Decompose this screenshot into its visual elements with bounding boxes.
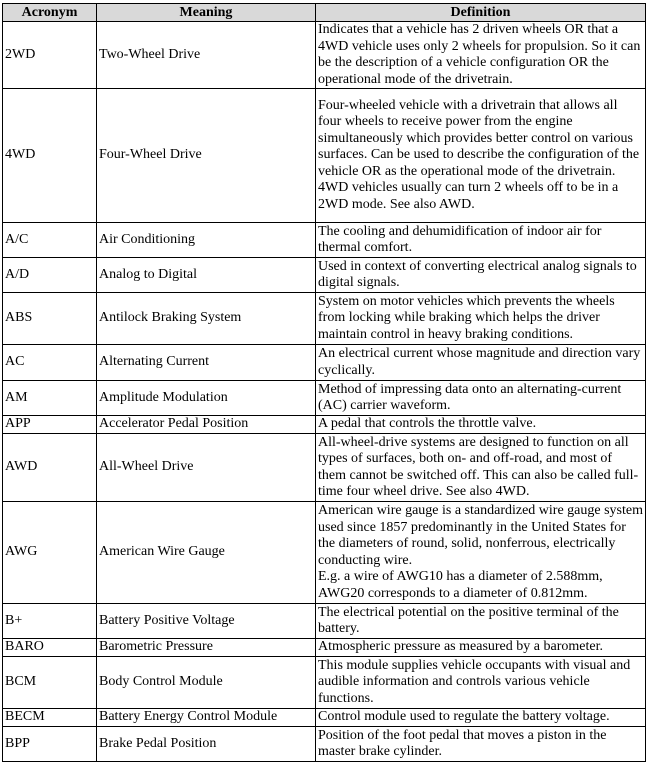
meaning-cell: Barometric Pressure: [97, 639, 316, 657]
definition-cell: An electrical current whose magnitude and direction vary cyclically.: [316, 345, 646, 381]
meaning-cell: Four-Wheel Drive: [97, 89, 316, 223]
definition-cell: Position of the foot pedal that moves a piston in the master brake cylinder.: [316, 727, 646, 762]
header-definition: Definition: [316, 4, 646, 22]
definition-cell: The electrical potential on the positive terminal of the battery.: [316, 604, 646, 639]
meaning-cell: All-Wheel Drive: [97, 434, 316, 502]
definition-cell: Four-wheeled vehicle with a drivetrain that allows all four wheels to receive power from the engine simultaneously which provides better control on various surfaces. Can be used to describe the configuration of the vehicle OR as the operational mode of the drivetrain. 4WD vehicles usually can turn 2 wheels off to be in a 2WD mode. See also AWD.: [316, 89, 646, 223]
meaning-cell: Battery Positive Voltage: [97, 604, 316, 639]
definition-cell: [316, 502, 646, 604]
definition-cell: A pedal that controls the throttle valve.: [316, 416, 646, 434]
meaning-cell: Air Conditioning: [97, 223, 316, 258]
definition-cell: All-wheel-drive systems are designed to function on all types of surfaces, both on- and off-road, and most of them cannot be switched off. This can also be called full-time four wheel drive. See also 4WD.: [316, 434, 646, 502]
meaning-cell: Accelerator Pedal Position: [97, 416, 316, 434]
definition-cell: System on motor vehicles which prevents the wheels from locking while braking which helps the driver maintain control in heavy braking conditions.: [316, 293, 646, 345]
table-row: [3, 416, 646, 434]
acronym-cell: APP: [3, 416, 97, 434]
acronym-cell: 2WD: [3, 22, 97, 89]
meaning-cell: Antilock Braking System: [97, 293, 316, 345]
table-row: [3, 709, 646, 727]
acronym-cell: AC: [3, 345, 97, 381]
definition-cell: Method of impressing data onto an alternating-current (AC) carrier waveform.: [316, 381, 646, 416]
acronym-cell: BECM: [3, 709, 97, 727]
meaning-cell: American Wire Gauge: [97, 502, 316, 604]
table-row: [3, 89, 646, 223]
table-row: [3, 293, 646, 345]
acronym-cell: AM: [3, 381, 97, 416]
acronym-cell: B+: [3, 604, 97, 639]
definition-cell: Control module used to regulate the battery voltage.: [316, 709, 646, 727]
acronym-cell: AWD: [3, 434, 97, 502]
definition-cell: The cooling and dehumidification of indoor air for thermal comfort.: [316, 223, 646, 258]
table-row: [3, 258, 646, 293]
header-meaning: Meaning: [97, 4, 316, 22]
header-row: [3, 4, 646, 22]
definition-cell: Used in context of converting electrical analog signals to digital signals.: [316, 258, 646, 293]
table-row: [3, 727, 646, 762]
definition-text: American wire gauge is a standardized wire gauge system used since 1857 predominantly in the United States for the diameters of round, solid, nonferrous, electrically conducting wire.: [318, 503, 643, 568]
acronym-cell: A/C: [3, 223, 97, 258]
table-body: [3, 22, 646, 762]
table-row: [3, 22, 646, 89]
table-row: [3, 657, 646, 709]
table-row: [3, 345, 646, 381]
definition-cell: Atmospheric pressure as measured by a barometer.: [316, 639, 646, 657]
meaning-cell: Body Control Module: [97, 657, 316, 709]
table-row: [3, 639, 646, 657]
definition-cell: Indicates that a vehicle has 2 driven wheels OR that a 4WD vehicle uses only 2 wheels for propulsion. So it can be the description of a vehicle configuration OR the operational mode of the drivetrain.: [316, 22, 646, 89]
definition-cell: This module supplies vehicle occupants with visual and audible information and controls various vehicle functions.: [316, 657, 646, 709]
table-row: [3, 434, 646, 502]
acronym-cell: 4WD: [3, 89, 97, 223]
meaning-cell: Amplitude Modulation: [97, 381, 316, 416]
table-row: [3, 502, 646, 604]
table-row: [3, 604, 646, 639]
acronym-cell: AWG: [3, 502, 97, 604]
meaning-cell: Alternating Current: [97, 345, 316, 381]
acronym-cell: ABS: [3, 293, 97, 345]
acronym-cell: A/D: [3, 258, 97, 293]
acronym-table: [2, 3, 646, 762]
definition-example: E.g. a wire of AWG10 has a diameter of 2.588mm, AWG20 corresponds to a diameter of 0.812mm.: [318, 569, 603, 601]
meaning-cell: Brake Pedal Position: [97, 727, 316, 762]
header-acronym: Acronym: [3, 4, 97, 22]
acronym-cell: BARO: [3, 639, 97, 657]
table-header: [3, 4, 646, 22]
acronym-cell: BCM: [3, 657, 97, 709]
meaning-cell: Analog to Digital: [97, 258, 316, 293]
meaning-cell: Battery Energy Control Module: [97, 709, 316, 727]
meaning-cell: Two-Wheel Drive: [97, 22, 316, 89]
acronym-cell: BPP: [3, 727, 97, 762]
table-row: [3, 223, 646, 258]
table-row: [3, 381, 646, 416]
